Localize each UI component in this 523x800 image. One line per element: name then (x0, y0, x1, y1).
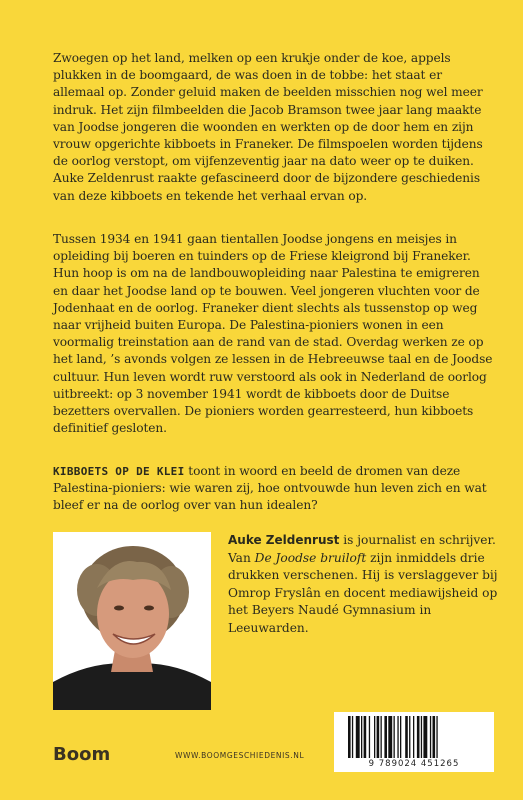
author-name: Auke Zeldenrust (228, 533, 340, 547)
publisher-website: WWW.BOOMGESCHIEDENIS.NL (175, 751, 305, 760)
isbn-number: 9 789024 451265 (368, 759, 460, 769)
summary-paragraph (53, 463, 493, 515)
history-paragraph: Tussen 1934 en 1941 gaan tientallen Joodse jongens en meisjes in opleiding bij boeren en tuinders op de Friese kleigrond bij Franeker. Hun hoop is om na de landbouwopleiding naar Palestina te emigreren en daar het Joodse land op te bouwen. Veel jongeren vluchten voor de Jodenhaat en de oorlog. Franeker dient slechts als tussenstop op weg naar vrijheid buiten Europa. De Palestina-pioniers wonen in een voormalig treinstation aan de rand van de stad. Overdag werken ze op het land, ’s avonds volgen ze lessen in de Hebreeuwse taal en de Joodse cultuur. Hun leven wordt ruw verstoord als ook in Nederland de oorlog uitbreekt: op 3 november 1941 wordt de kibboets door de Duitse bezetters overvallen. De pioniers worden gearresteerd, hun kibboets definitief gesloten. (53, 232, 493, 436)
author-photo (53, 532, 211, 710)
bio-text-1: is journalist en schrijver. Van (228, 533, 496, 565)
intro-paragraph: Zwoegen op het land, melken op een krukje onder de koe, appels plukken in de boomgaard, de was doen in de tobbe: het staat er allemaal op. Zonder geluid maken de beelden misschien nog wel meer indruk. Het zijn filmbeelden die Jacob Bramson twee jaar lang maakte van Joodse jongeren die woonden en werkten op de door hem en zijn vrouw opgerichte kibboets in Franeker. De filmspoelen worden tijdens de oorlog verstopt, om vijfenzeventig jaar na dato weer op te duiken. Auke Zeldenrust raakte gefascineerd door de bijzondere geschiedenis van deze kibboets en tekende het verhaal ervan op. (53, 51, 483, 203)
publisher-logo: Boom (53, 744, 111, 765)
barcode (334, 712, 494, 772)
book-title: KIBBOETS OP DE KLEI (53, 465, 185, 478)
barcode-bars (348, 716, 480, 758)
summary-text: toont in woord en beeld de dromen van deze Palestina-pioniers: wie waren zij, hoe ontvouwde hun leven zich en wat bleef er na de oorlog over van hun idealen? (53, 464, 487, 513)
bio-text-2: zijn inmiddels drie drukken verschenen. Hij is verslaggever bij Omrop Fryslân en docent mediawijsheid op het Beyers Naudé Gymnasium in Leeuwarden. (228, 550, 498, 635)
author-bio (228, 532, 498, 637)
previous-book-title: De Joodse bruiloft (254, 550, 367, 565)
